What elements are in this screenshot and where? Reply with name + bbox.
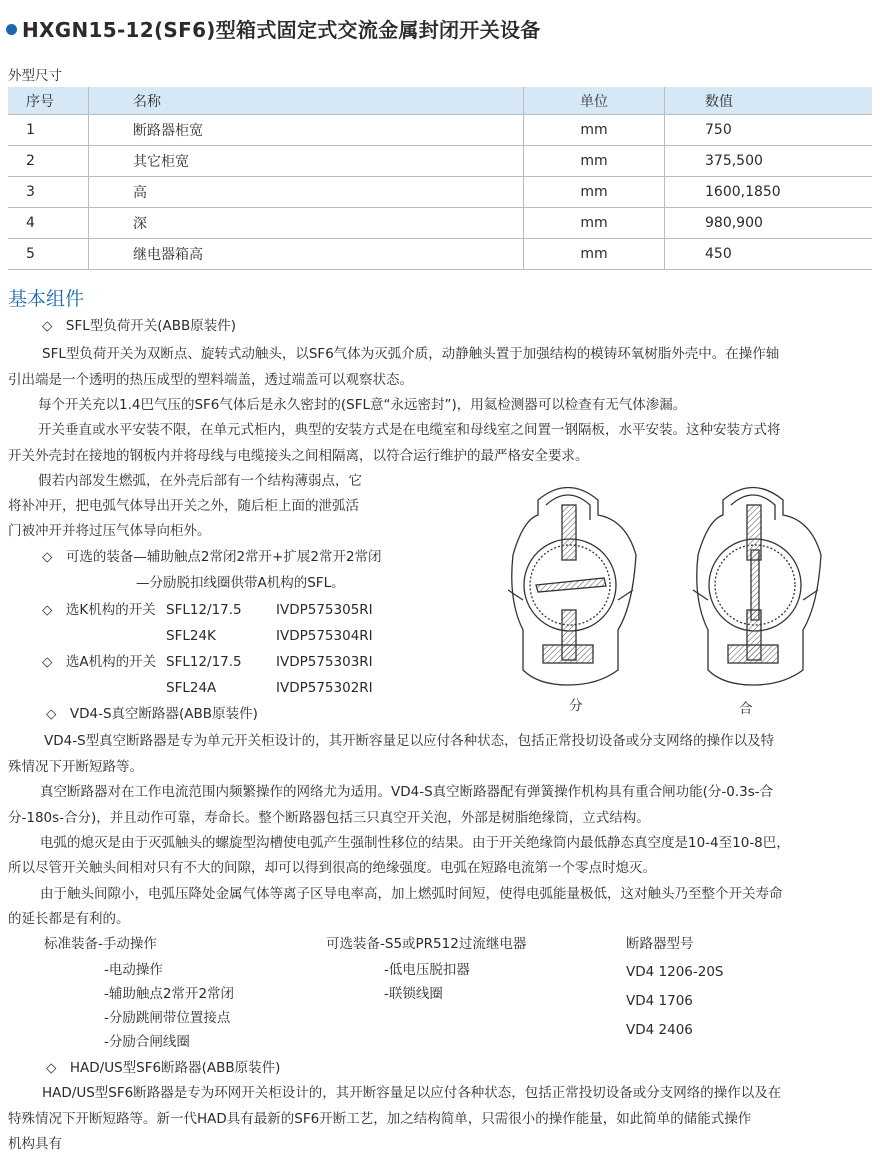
cell-unit: mm: [524, 177, 665, 208]
table-caption: 外型尺寸: [8, 68, 62, 84]
list-item: -电动操作: [104, 962, 163, 978]
diagram-label-closed: 合: [739, 701, 753, 717]
col-header-name: 名称: [89, 87, 524, 115]
a-model-1: SFL12/17.5: [166, 654, 242, 670]
col-header-value: 数值: [665, 87, 873, 115]
section-heading: 基本组件: [8, 288, 85, 310]
had-paragraph-1c: 机构具有: [8, 1136, 62, 1152]
k-code-2: IVDP575304RI: [276, 628, 373, 644]
col-header-unit: 单位: [524, 87, 665, 115]
table-row: [8, 115, 872, 146]
dimensions-table: [8, 87, 872, 270]
table-row: [8, 239, 872, 270]
sfl-switch-diagram: [508, 470, 868, 720]
a-code-1: IVDP575303RI: [276, 654, 373, 670]
cell-unit: mm: [524, 208, 665, 239]
list-item: VD4 1206-20S: [626, 964, 724, 980]
cell-unit: mm: [524, 115, 665, 146]
optional-equipment-line-1: ◇ 可选的装备—辅助触点2常闭2常开+扩展2常开2常闭: [42, 549, 382, 565]
cell-name: 断路器柜宽: [89, 115, 524, 146]
list-item: -分励跳闸带位置接点: [104, 1010, 231, 1026]
list-item: -辅助触点2常开2常闭: [104, 986, 235, 1002]
bullet-dot-icon: [6, 24, 17, 35]
breaker-model-title: 断路器型号: [626, 936, 694, 952]
cell-name: 高: [89, 177, 524, 208]
k-code-1: IVDP575305RI: [276, 602, 373, 618]
cell-value: 980,900: [665, 208, 873, 239]
vd4-paragraph-3a: 电弧的熄灭是由于灭弧触头的螺旋型沟槽使电弧产生强制性移位的结果。由于开关绝缘筒内最低静态真空度是10-4至10-8巴，: [40, 835, 790, 851]
sfl-paragraph-4a: 假若内部发生燃弧，在外壳后部有一个结构薄弱点，它: [38, 473, 362, 489]
list-item: -联锁线圈: [384, 986, 443, 1002]
optional-equipment-line-2: —分励脱扣线圈供带A机构的SFL。: [136, 575, 345, 591]
diagram-label-open: 分: [569, 698, 583, 714]
table-header-row: [8, 87, 872, 115]
vd4-item-title: ◇ VD4-S真空断路器(ABB原装件): [46, 706, 258, 722]
vd4-paragraph-4a: 由于触头间隙小，电弧压降处金属气体等离子区导电率高，加上燃弧时间短，使得电弧能量极低，这对触头乃至整个开关寿命: [40, 886, 783, 902]
had-paragraph-1a: HAD/US型SF6断路器是专为环网开关柜设计的，其开断容量足以应付各种状态，包括正常投切设备或分支网络的操作以及在: [42, 1085, 782, 1101]
switch-closed-drawing: [693, 488, 821, 686]
cell-index: 5: [8, 239, 89, 270]
list-item: -低电压脱扣器: [384, 962, 470, 978]
cell-value: 450: [665, 239, 873, 270]
list-item: -分励合闸线圈: [104, 1034, 190, 1050]
a-mechanism-label: ◇ 选A机构的开关: [42, 654, 157, 670]
table-row: [8, 208, 872, 239]
cell-value: 375,500: [665, 146, 873, 177]
sfl-paragraph-1b: 引出端是一个透明的热压成型的塑料端盖，透过端盖可以观察状态。: [8, 372, 413, 388]
list-item: VD4 2406: [626, 1022, 693, 1038]
sfl-paragraph-2: 每个开关充以1.4巴气压的SF6气体后是永久密封的(SFL意“永远密封”)，用氦检测器可以检查有无气体渗漏。: [38, 397, 687, 413]
cell-index: 4: [8, 208, 89, 239]
cell-unit: mm: [524, 239, 665, 270]
cell-index: 2: [8, 146, 89, 177]
vd4-paragraph-3b: 所以尽管开关触头间相对只有不大的间隙，却可以得到很高的绝缘强度。电弧在短路电流第一个零点时熄灭。: [8, 860, 656, 876]
cell-name: 继电器箱高: [89, 239, 524, 270]
sfl-paragraph-3a: 开关垂直或水平安装不限，在单元式柜内，典型的安装方式是在电缆室和母线室之间置一钢隔板，水平安装。这种安装方式将: [38, 422, 781, 438]
col-header-index: 序号: [8, 87, 89, 115]
k-mechanism-label: ◇ 选K机构的开关: [42, 602, 156, 618]
vd4-paragraph-2a: 真空断路器对在工作电流范围内频繁操作的网络尤为适用。VD4-S真空断路器配有弹簧操作机构具有重合闸功能(分-0.3s-合: [40, 784, 774, 800]
sfl-paragraph-3b: 开关外壳封在接地的钢板内并将母线与电缆接头之间相隔离，以符合运行维护的最严格安全要求。: [8, 448, 589, 464]
cell-index: 1: [8, 115, 89, 146]
sfl-item-title: ◇ SFL型负荷开关(ABB原装件): [42, 318, 237, 334]
a-model-2: SFL24A: [166, 680, 217, 696]
table-row: [8, 146, 872, 177]
k-model-1: SFL12/17.5: [166, 602, 242, 618]
k-model-2: SFL24K: [166, 628, 216, 644]
page-title: [6, 14, 541, 43]
list-item: VD4 1706: [626, 993, 693, 1009]
cell-value: 750: [665, 115, 873, 146]
vd4-paragraph-2b: 分-180s-合分)，并且动作可靠，寿命长。整个断路器包括三只真空开关泡，外部是树脂绝缘筒，立式结构。: [8, 810, 650, 826]
cell-value: 1600,1850: [665, 177, 873, 208]
cell-unit: mm: [524, 146, 665, 177]
vd4-paragraph-4b: 的延长都是有利的。: [8, 911, 130, 927]
vd4-paragraph-1b: 殊情况下开断短路等。: [8, 759, 143, 775]
sfl-paragraph-4c: 门被冲开并将过压气体导向柜外。: [8, 523, 211, 539]
cell-name: 其它柜宽: [89, 146, 524, 177]
cell-name: 深: [89, 208, 524, 239]
a-code-2: IVDP575302RI: [276, 680, 373, 696]
vd4-paragraph-1a: VD4-S型真空断路器是专为单元开关柜设计的，其开断容量足以应付各种状态，包括正常投切设备或分支网络的操作以及特: [44, 733, 775, 749]
table-row: [8, 177, 872, 208]
had-paragraph-1b: 特殊情况下开断短路等。新一代HAD具有最新的SF6开断工艺，加之结构简单，只需很小的操作能量，如此简单的储能式操作: [8, 1111, 752, 1127]
cell-index: 3: [8, 177, 89, 208]
optional-equipment-title: 可选装备-S5或PR512过流继电器: [326, 936, 527, 952]
had-item-title: ◇ HAD/US型SF6断路器(ABB原装件): [46, 1060, 281, 1076]
page-title-text: HXGN15-12(SF6)型箱式固定式交流金属封闭开关设备: [22, 18, 541, 42]
sfl-paragraph-1a: SFL型负荷开关为双断点、旋转式动触头，以SF6气体为灭弧介质，动静触头置于加强结构的模铸环氧树脂外壳中。在操作轴: [42, 346, 780, 362]
switch-open-drawing: [508, 488, 636, 686]
sfl-paragraph-4b: 将补冲开，把电弧气体导出开关之外，随后柜上面的泄弧活: [8, 498, 359, 514]
standard-equipment-title: 标准装备-手动操作: [44, 936, 157, 952]
